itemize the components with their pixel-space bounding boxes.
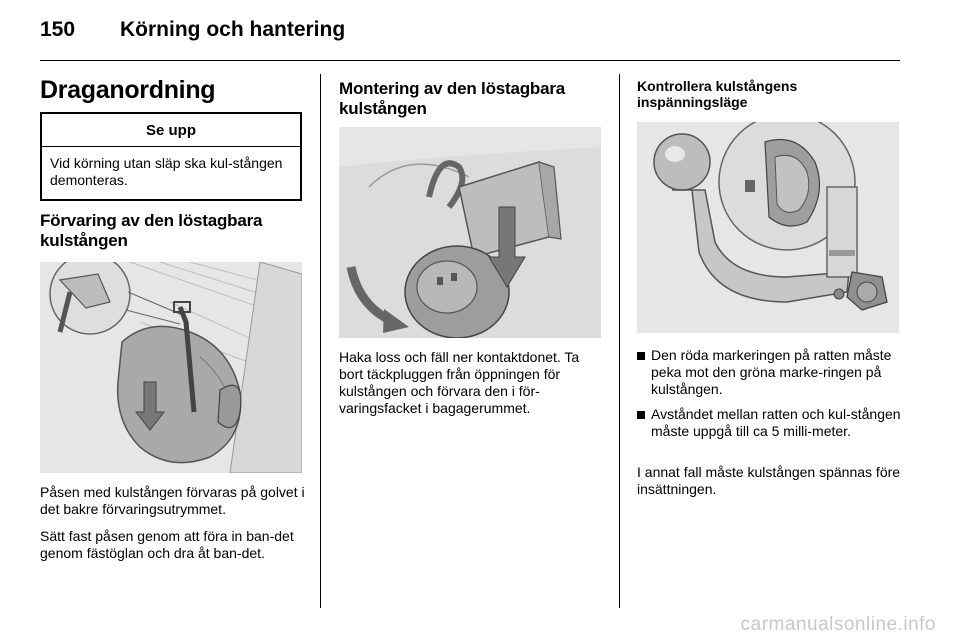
check-bullet-1: [637, 347, 907, 398]
mounting-paragraph: Haka loss och fäll ner kontaktdonet. Ta bort täckpluggen från öppningen för kulstången och förvara den i för-varingsfacket i bagagerummet.: [339, 349, 580, 416]
watermark: carmanualsonline.info: [740, 614, 936, 635]
mounting-illustration: [339, 127, 601, 338]
mounting-heading: Montering av den löstagbara kulstången: [339, 79, 566, 118]
storage-paragraph-1: Påsen med kulstången förvaras på golvet i det bakre förvaringsutrymmet.: [40, 484, 305, 517]
check-closing-paragraph: I annat fall måste kulstången spännas före insättningen.: [637, 464, 901, 497]
check-bullet-2: [637, 406, 907, 440]
chapter-title: Körning och hantering: [120, 18, 346, 41]
column-divider-1: [320, 74, 321, 608]
storage-heading: Förvaring av den löstagbara kulstången: [40, 211, 263, 250]
bullet-square-icon: [637, 352, 645, 360]
header-rule: [40, 60, 900, 61]
page-header: [40, 14, 920, 58]
column-divider-2: [619, 74, 620, 608]
caution-box: [40, 112, 302, 201]
page-number: 150: [40, 18, 76, 41]
storage-illustration: [40, 262, 302, 473]
storage-paragraph-2: Sätt fast påsen genom att föra in ban-det genom fästöglan och dra åt ban-det.: [40, 528, 294, 561]
caution-title: Se upp: [42, 114, 300, 147]
check-heading: Kontrollera kulstångens inspänningsläge: [637, 78, 798, 110]
check-bullet-text: Den röda markeringen på ratten måste peka mot den gröna marke-ringen på kulstången.: [651, 347, 892, 397]
check-bullet-text: Avståndet mellan ratten och kul-stången måste uppgå till ca 5 milli-meter.: [651, 406, 901, 439]
caution-text: Vid körning utan släp ska kul-stången demonteras.: [50, 155, 283, 188]
bullet-square-icon: [637, 411, 645, 419]
check-illustration: [637, 122, 899, 333]
section-title: Draganordning: [40, 76, 216, 104]
